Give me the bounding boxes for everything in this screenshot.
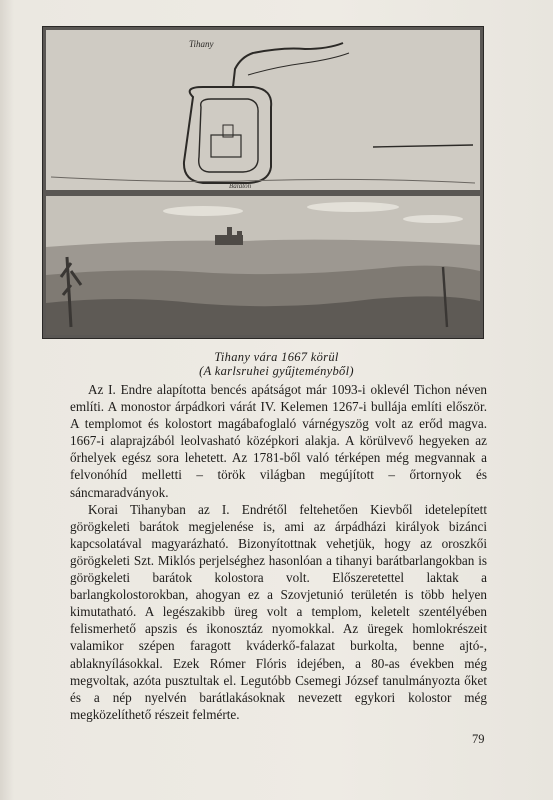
map-label: Tihany [189, 39, 214, 49]
plan-panel [46, 30, 480, 190]
page-number: 79 [472, 732, 485, 746]
figure-caption-title: Tihany vára 1667 körül [214, 350, 339, 364]
paragraph: Korai Tihanyban az I. Endrétől feltehetően Kievből idetelepített görögkeleti barátok megjelenése is, ami az árpádházi királyok bizánci kapcsolatával magyarázható. Bizonyítottnak vehetjük, hogy az oroszkői görögkeleti Szt. Miklós perjelséghez hasonlóan a tihanyi barátbarlangokban is görögkeleti barátok kolostora volt. Előszeretettel laktak a barlangkolostorokban, ahogyan ez a Szovjetunió területén is több helyen kimutatható. A legészakibb üreg volt a templom, keletelt szentélyében felismerhető apszis és ikonosztáz nyomokkal. Az üregek homlokrészeit valamikor szépen faragott kváderkő-falazat burkolta, benne ajtó-, ablaknyílásokkal. Ezek Rómer Flóris idejében, a 80-as években még megvoltak, azóta pusztultak el. Legutóbb Csemegi József tanulmányozta őket és a nép nyelvén barátlakásoknak nevezett egykori kolostor még megközelíthető részeit felmérte. [70, 501, 487, 722]
paragraph: Az I. Endre alapította bencés apátságot már 1093-i oklevél Tichon néven említi. A monostor árpádkori várát IV. Kelemen 1267-i bullája említi először. A templomot és kolostort magábafoglaló várnégyszög volt az erőd magva. 1667-i alaprajzából leolvasható középkori alakja. A körülvevő hegyeken az őrhelyek egész sora lehetett. Az 1781-ből való térképen még megvannak a felvonóhíd melletti – török világban megújított – őrtornyok és sáncmaradványok. [70, 382, 487, 500]
body-text [70, 381, 487, 723]
engraving-image [43, 27, 483, 338]
figure-caption-source: (A karlsruhei gyűjteményből) [199, 364, 354, 378]
engraving-figure [42, 26, 484, 339]
plan-bottom-label: Balaton [229, 182, 252, 190]
